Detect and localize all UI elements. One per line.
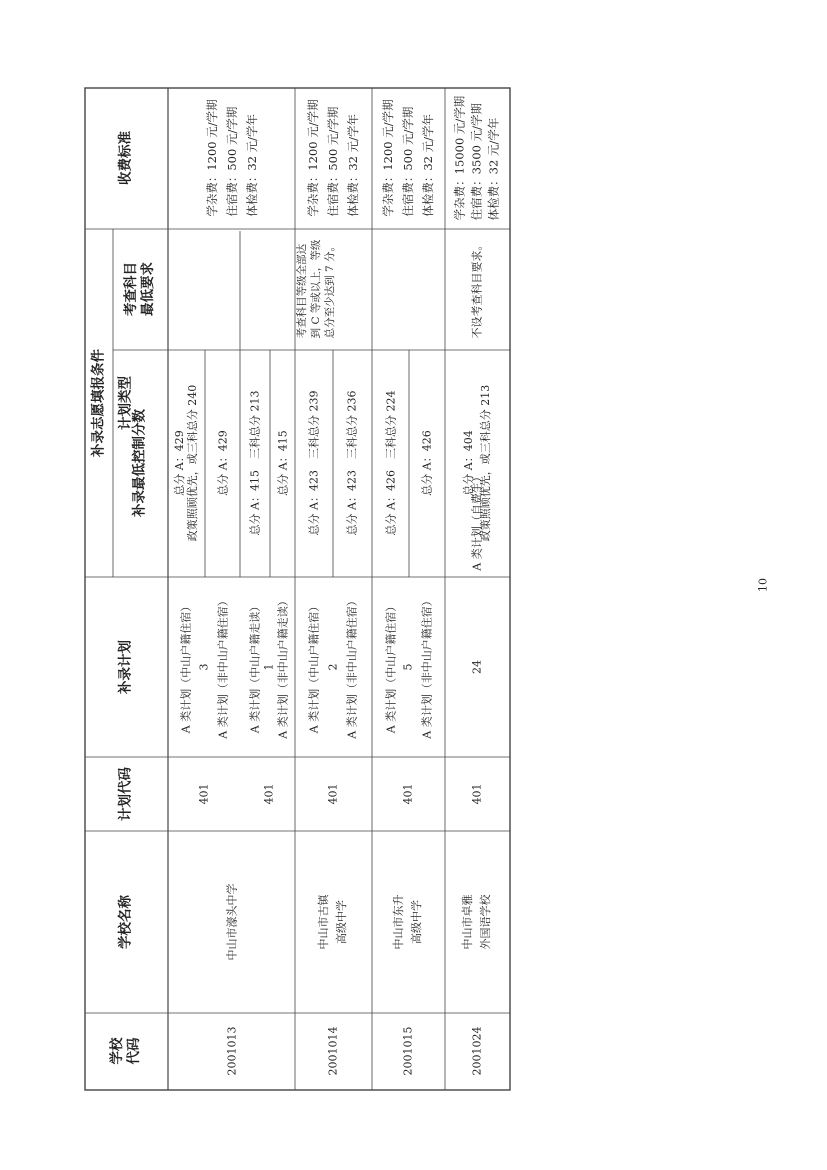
row2-plan-code: 401 <box>326 783 340 805</box>
row4-score1: 总分 A：404 政策照顾优先，或三科总分 213 <box>462 384 492 542</box>
row1-score2: 总分 A：429 <box>216 430 230 496</box>
row3-plan: 5 <box>401 663 415 671</box>
row1-score4: 总分 A：415 <box>276 430 290 496</box>
row1-sub2-type1: A 类计划（中山户籍走读） <box>248 600 262 734</box>
row2-fee: 学杂费：1200 元/学期 住宿费：500 元/学期 体检费：32 元/学年 <box>306 99 360 217</box>
row2-plan: 2 <box>326 663 340 671</box>
header-supp-conditions: 补录志愿填报条件 <box>90 349 107 457</box>
row4-type1: A 类计划（自费生） <box>470 471 484 571</box>
header-school-code: 学校 代码 <box>109 1037 142 1065</box>
row3-score1: 总分 A：426 三科总分 224 <box>384 390 398 536</box>
row2-type1: A 类计划（中山户籍住宿） <box>307 600 321 734</box>
header-plan-type: 计划类型 <box>117 376 134 430</box>
row1-name: 中山市濠头中学 <box>225 883 239 961</box>
row4-plan-code: 401 <box>470 783 484 805</box>
row3-fee: 学杂费：1200 元/学期 住宿费：500 元/学期 体检费：32 元/学年 <box>381 99 435 217</box>
row1-sub1-plan: 3 <box>197 663 211 671</box>
row3-name: 中山市东升 高级中学 <box>392 894 423 950</box>
row4-subject-req: 不设考查科目要求。 <box>470 239 484 339</box>
row3-type1: A 类计划（中山户籍住宿） <box>384 600 398 734</box>
row4-code: 2001024 <box>470 1026 484 1076</box>
row3-plan-code: 401 <box>401 783 415 805</box>
row4-name: 中山市卓雅 外国语学校 <box>461 894 492 950</box>
row1-sub2-plan: 1 <box>262 663 276 671</box>
row2-score1: 总分 A：423 三科总分 239 <box>307 390 321 536</box>
row2-type2: A 类计划（非中山户籍住宿） <box>345 595 359 739</box>
header-min-score: 补录最低控制分数 <box>131 409 148 517</box>
header-school-name: 学校名称 <box>117 895 134 949</box>
row2-score2: 总分 A：423 三科总分 236 <box>345 390 359 536</box>
row1-score3: 总分 A：415 三科总分 213 <box>248 390 262 536</box>
row1-sub1-type2: A 类计划（非中山户籍住宿） <box>216 595 230 739</box>
row3-code: 2001015 <box>401 1026 415 1076</box>
row1-code: 2001013 <box>225 1026 239 1076</box>
row1-score1: 总分 A：429 政策照顾优先，或三科总分 240 <box>173 384 199 542</box>
row4-fee: 学杂费：15000 元/学期 住宿费：3500 元/学期 体检费：32 元/学年 <box>452 95 501 221</box>
row2-name: 中山市古镇 高级中学 <box>317 894 348 950</box>
header-fee: 收费标准 <box>117 131 134 185</box>
row2-code: 2001014 <box>326 1026 340 1076</box>
row1-sub1-plan-code: 401 <box>197 783 211 805</box>
header-plan-code: 计划代码 <box>117 767 134 821</box>
header-supp-plan: 补录计划 <box>117 640 134 694</box>
row1-sub1-type1: A 类计划（中山户籍住宿） <box>179 600 193 734</box>
row3-type2: A 类计划（非中山户籍住宿） <box>420 595 434 739</box>
row1-fee: 学杂费：1200 元/学期 住宿费：500 元/学期 体检费：32 元/学年 <box>205 99 259 217</box>
header-subject-req: 考查科目 最低要求 <box>123 262 156 316</box>
page-number: 10 <box>756 578 770 592</box>
row1-sub2-plan-code: 401 <box>262 783 276 805</box>
row4-plan: 24 <box>470 660 484 674</box>
row3-score2: 总分 A：426 <box>420 430 434 496</box>
shared-subject-req: 考查科目等级全部达 到 C 等或以上，等级 总分至少达到 7 分。 <box>296 239 336 339</box>
row1-sub2-type2: A 类计划（非中山户籍走读） <box>276 595 290 739</box>
